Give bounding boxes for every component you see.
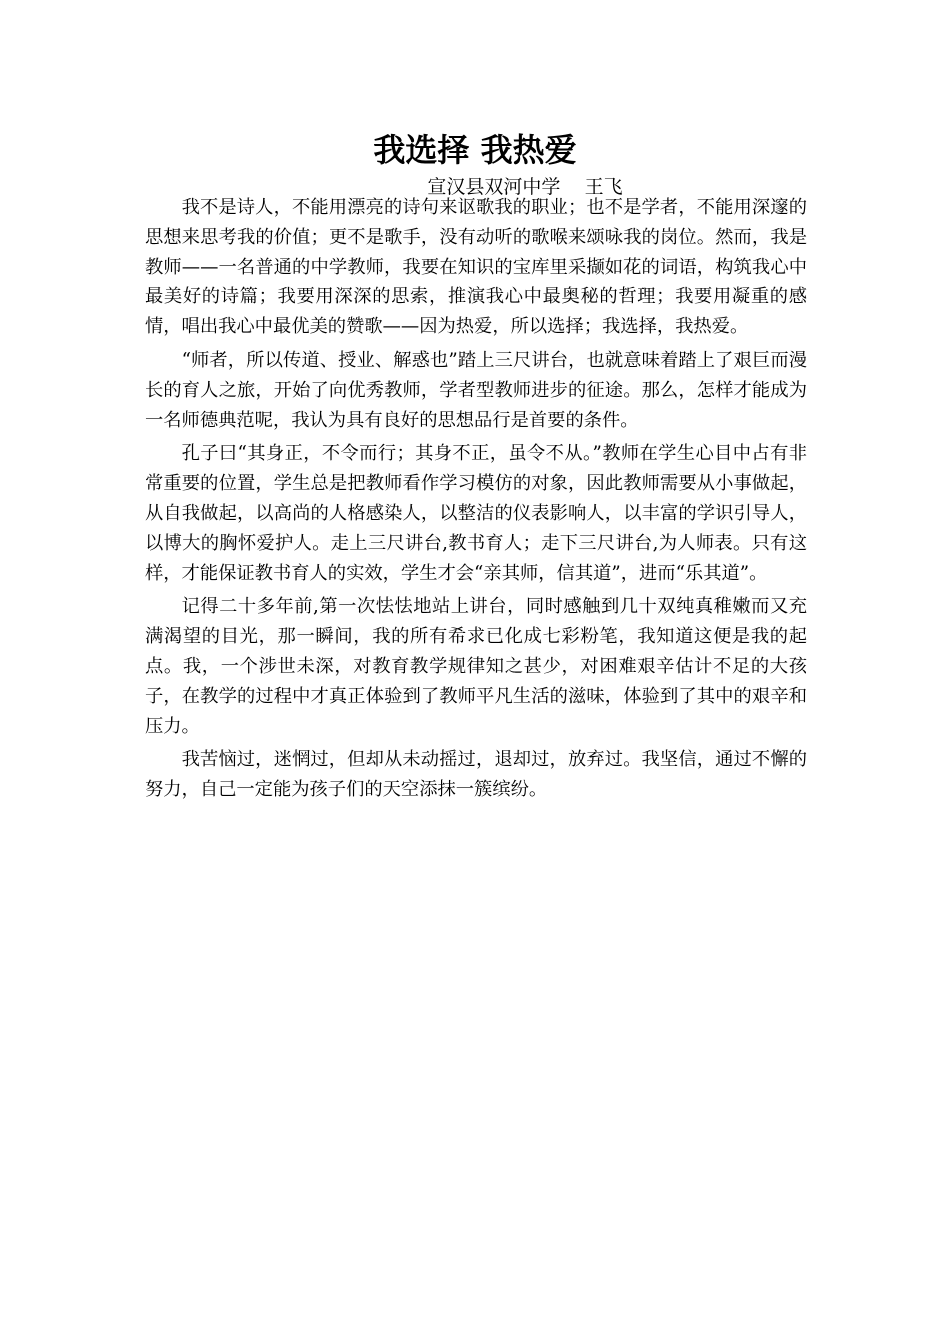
paragraph-3: 孔子曰“其身正，不令而行；其身不正，虽令不从。”教师在学生心目中占有非常重要的位置，学生总是把教师看作学习模仿的对象，因此教师需要从小事做起，从自我做起，以高尚的人格感染人，以整洁的仪表影响人，以丰富的学识引导人，以博大的胸怀爱护人。走上三尺讲台,教书育人；走下三尺讲台,为人师表。只有这样，才能保证教书育人的实效，学生才会“亲其师，信其道”，进而“乐其道”。 xyxy=(145,443,807,584)
document-title: 我选择 我热爱 xyxy=(373,131,577,169)
paragraph-5: 我苦恼过，迷惘过，但却从未动摇过，退却过，放弃过。我坚信，通过不懈的努力，自己一定能为孩子们的天空添抹一簇缤纷。 xyxy=(145,749,807,801)
article-body xyxy=(145,193,807,809)
paragraph-1: 我不是诗人，不能用漂亮的诗句来讴歌我的职业；也不是学者，不能用深邃的思想来思考我的价值；更不是歌手，没有动听的歌喉来颂咏我的岗位。然而，我是教师——一名普通的中学教师，我要在知识的宝库里采撷如花的词语，构筑我心中最美好的诗篇；我要用深深的思索，推演我心中最奥秘的哲理；我要用凝重的感情，唱出我心中最优美的赞歌——因为热爱，所以选择；我选择，我热爱。 xyxy=(145,197,807,338)
paragraph-2: “师者，所以传道、授业、解惑也”踏上三尺讲台，也就意味着踏上了艰巨而漫长的育人之旅，开始了向优秀教师，学者型教师进步的征途。那么，怎样才能成为一名师德典范呢，我认为具有良好的思想品行是首要的条件。 xyxy=(145,349,807,431)
paragraph-4: 记得二十多年前,第一次怯怯地站上讲台，同时感触到几十双纯真稚嫩而又充满渴望的目光，那一瞬间，我的所有希求已化成七彩粉笔，我知道这便是我的起点。我，一个涉世未深，对教育教学规律知之甚少，对困难艰辛估计不足的大孩子，在教学的过程中才真正体验到了教师平凡生活的滋味，体验到了其中的艰辛和压力。 xyxy=(145,596,807,737)
author-byline: 宣汉县双河中学 王飞 xyxy=(427,176,623,198)
